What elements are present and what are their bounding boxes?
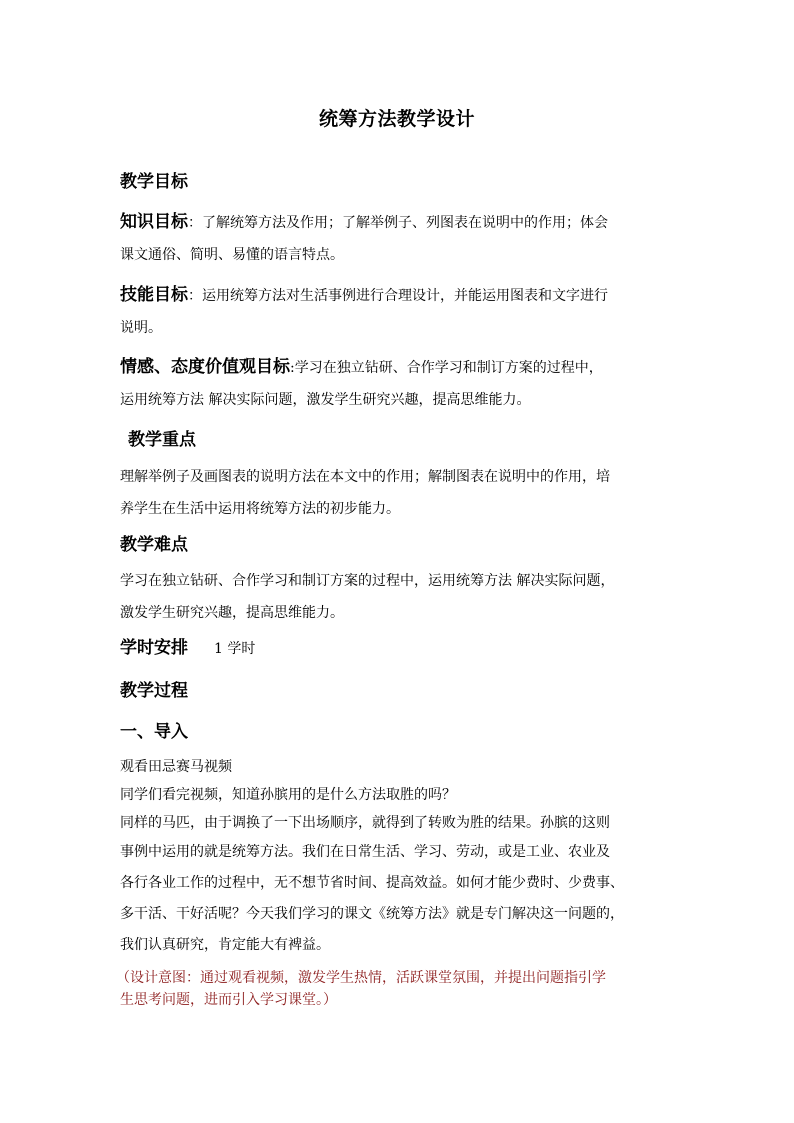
knowledge-objective-label: 知识目标: [120, 212, 188, 232]
key-points-line1: 理解举例子及画图表的说明方法在本文中的作用；解制图表在说明中的作用，培: [120, 469, 610, 485]
key-points-text: [120, 461, 680, 525]
knowledge-objective-text1: ：了解统筹方法及作用；了解举例子、列图表在说明中的作用；体会: [188, 215, 608, 231]
intro-line-3: 同样的马匹，由于调换了一下出场顺序，就得到了转败为胜的结果。孙膑的这则: [120, 815, 610, 831]
process-heading: 教学过程: [120, 681, 188, 701]
skill-objective-text1: ：运用统筹方法对生活事例进行合理设计，并能运用图表和文字进行: [188, 288, 608, 304]
objectives-heading: 教学目标: [120, 172, 188, 192]
schedule-heading: 学时安排: [120, 638, 188, 658]
skill-objective-text2: 说明。: [120, 320, 162, 336]
emotion-objective-label: 情感、态度价值观目标: [120, 357, 290, 377]
intro-line-6: 多干活、干好活呢？今天我们学习的课文《统筹方法》就是专门解决这一问题的，: [120, 906, 624, 922]
schedule-value: 1 学时: [214, 641, 256, 657]
emotion-objective-text1: :学习在独立钻研、合作学习和制订方案的过程中，: [290, 360, 603, 376]
section-intro-heading: 一、导入: [120, 722, 188, 742]
knowledge-objective: [120, 206, 680, 271]
intro-line-2: 同学们看完视频，知道孙膑用的是什么方法取胜的吗？: [120, 787, 456, 803]
key-points-heading: 教学重点: [128, 430, 196, 450]
design-intent-note: [116, 967, 676, 1011]
emotion-objective-text2: 运用统筹方法 解决实际问题，激发学生研究兴趣，提高思维能力。: [120, 392, 531, 408]
intro-line-5: 各行各业工作的过程中，无不想节省时间、提高效益。如何才能少费时、少费事、: [120, 875, 624, 891]
difficulties-heading: 教学难点: [120, 535, 188, 555]
skill-objective-label: 技能目标: [120, 285, 188, 305]
knowledge-objective-line1: [120, 206, 680, 239]
difficulties-line2: 激发学生研究兴趣，提高思维能力。: [120, 605, 344, 621]
design-intent-line2: 生思考问题，进而引入学习课堂。）: [120, 992, 337, 1008]
skill-objective-line1: [120, 279, 680, 312]
intro-line-7: 我们认真研究，肯定能大有裨益。: [120, 937, 330, 953]
skill-objective: [120, 279, 680, 344]
design-intent-line1: （设计意图：通过观看视频，激发学生热情，活跃课堂氛围，并提出问题指引学: [116, 970, 606, 986]
emotion-objective-line1: [120, 351, 680, 384]
difficulties-line1: 学习在独立钻研、合作学习和制订方案的过程中，运用统筹方法 解决实际问题，: [120, 573, 615, 589]
intro-body: [120, 753, 680, 961]
emotion-objective: [120, 351, 680, 416]
difficulties-text: [120, 565, 680, 629]
schedule-row: [120, 636, 680, 661]
intro-line-1: 观看田忌赛马视频: [120, 759, 232, 775]
key-points-line2: 养学生在生活中运用将统筹方法的初步能力。: [120, 501, 400, 517]
document-title: 统筹方法教学设计: [318, 108, 475, 130]
knowledge-objective-text2: 课文通俗、简明、易懂的语言特点。: [120, 247, 344, 263]
intro-line-4: 事例中运用的就是统筹方法。我们在日常生活、学习、劳动，或是工业、农业及: [120, 844, 610, 860]
